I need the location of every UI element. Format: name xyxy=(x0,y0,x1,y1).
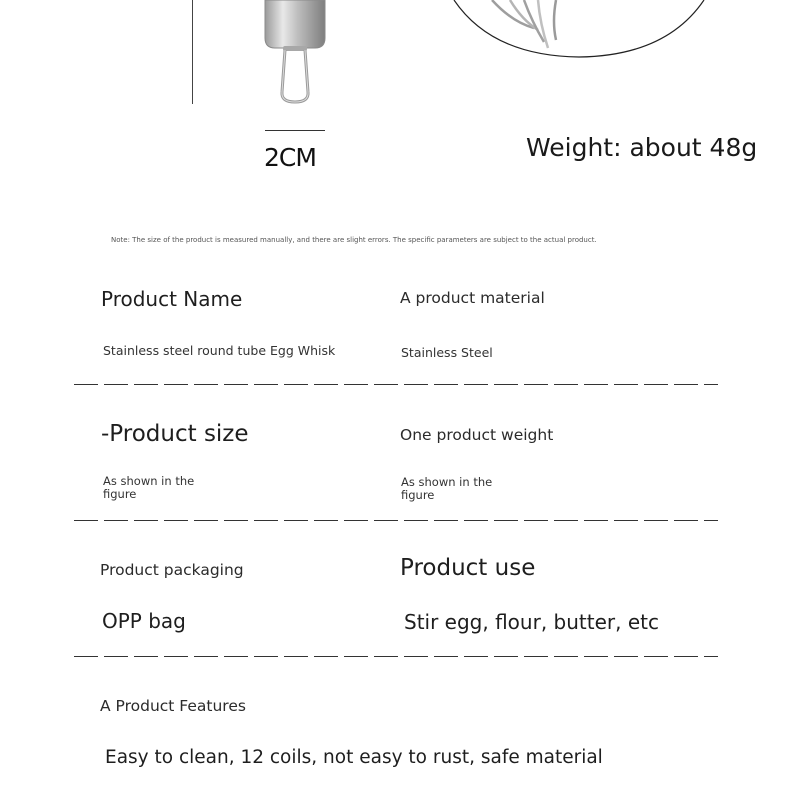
weight-spec-value: As shown in the figure xyxy=(401,475,493,502)
row-divider-2 xyxy=(74,520,718,521)
whisk-handle-illustration xyxy=(255,0,335,108)
measurement-note: Note: The size of the product is measured manually, and there are slight errors. The specific parameters are subject to the actual product. xyxy=(111,236,597,244)
dimension-label: 2CM xyxy=(264,143,316,172)
features-label: A Product Features xyxy=(100,697,246,715)
use-label: Product use xyxy=(400,555,536,581)
dimension-vertical-line xyxy=(192,0,193,104)
use-value: Stir egg, flour, butter, etc xyxy=(404,610,659,634)
size-value: As shown in the figure xyxy=(103,474,195,501)
material-value: Stainless Steel xyxy=(401,345,493,360)
dimension-horizontal-line xyxy=(265,130,325,131)
weight-spec-label: One product weight xyxy=(400,426,554,444)
product-name-value: Stainless steel round tube Egg Whisk xyxy=(103,343,336,358)
weight-label: Weight: about 48g xyxy=(526,133,758,162)
features-value: Easy to clean, 12 coils, not easy to rust, safe material xyxy=(105,747,603,768)
row-divider-1 xyxy=(74,384,718,385)
packaging-value: OPP bag xyxy=(102,609,186,633)
packaging-label: Product packaging xyxy=(100,561,244,579)
row-divider-3 xyxy=(74,656,718,657)
size-label: -Product size xyxy=(101,421,249,447)
product-name-label: Product Name xyxy=(101,287,243,311)
material-label: A product material xyxy=(400,289,545,307)
whisk-coils-illustration xyxy=(452,0,707,62)
